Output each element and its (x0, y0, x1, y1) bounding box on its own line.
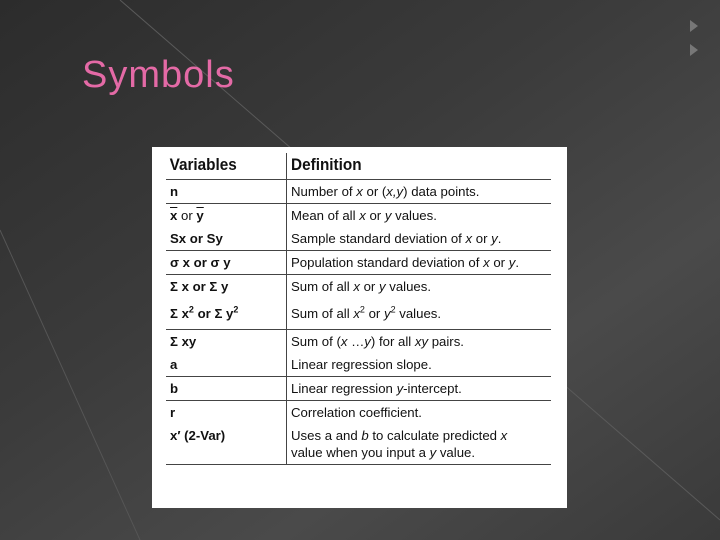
table-row (166, 377, 551, 401)
def-sx: Sample standard deviation of x or y. (287, 227, 552, 251)
table-row (166, 330, 551, 354)
var-sum: Σ x or Σ y (166, 275, 287, 299)
header-variables: Variables (166, 153, 274, 180)
def-b: Linear regression y-intercept. (287, 377, 552, 401)
slide-title: Symbols (82, 54, 235, 96)
var-mean: $\overline{x}$ or $\overline{y}$ (166, 204, 287, 228)
def-n: Number of x or (x,y) data points. (287, 180, 552, 204)
def-x-prime: Uses a and b to calculate predicted x value when you input a y value. (287, 424, 552, 465)
header-definition: Definition (287, 153, 525, 180)
table-row (166, 424, 551, 465)
def-sum-squares: Sum of all $x^2$ or $y^2$ values. (287, 298, 552, 330)
symbols-table (166, 153, 551, 465)
table-row (166, 180, 551, 204)
table-row (166, 353, 551, 377)
def-sigma: Population standard deviation of x or y. (287, 251, 552, 275)
var-sum-squares: Σ $x^2$ or Σ $y^2$ (166, 298, 287, 330)
var-sigma: σ x or σ y (166, 251, 287, 275)
table-row (166, 204, 551, 228)
var-r: r (166, 401, 287, 425)
var-sx: Sx or Sy (166, 227, 287, 251)
def-mean: Mean of all x or y values. (291, 208, 437, 223)
table-row (166, 298, 551, 330)
table-header-row (166, 153, 551, 180)
def-sum-xy: Sum of (x …y) for all xy pairs. (291, 334, 464, 349)
var-x-prime: x′ (2-Var) (166, 424, 287, 465)
symbols-table-card (152, 147, 567, 508)
var-b: b (166, 377, 287, 401)
def-a: Linear regression slope. (287, 353, 552, 377)
def-r: Correlation coefficient. (291, 405, 422, 420)
var-a: a (166, 353, 287, 377)
table-row (166, 251, 551, 275)
table-row (166, 227, 551, 251)
var-n: n (166, 180, 287, 204)
table-row (166, 401, 551, 425)
table-row (166, 275, 551, 299)
var-sum-xy: Σ xy (166, 330, 287, 354)
def-sum: Sum of all x or y values. (291, 279, 432, 294)
